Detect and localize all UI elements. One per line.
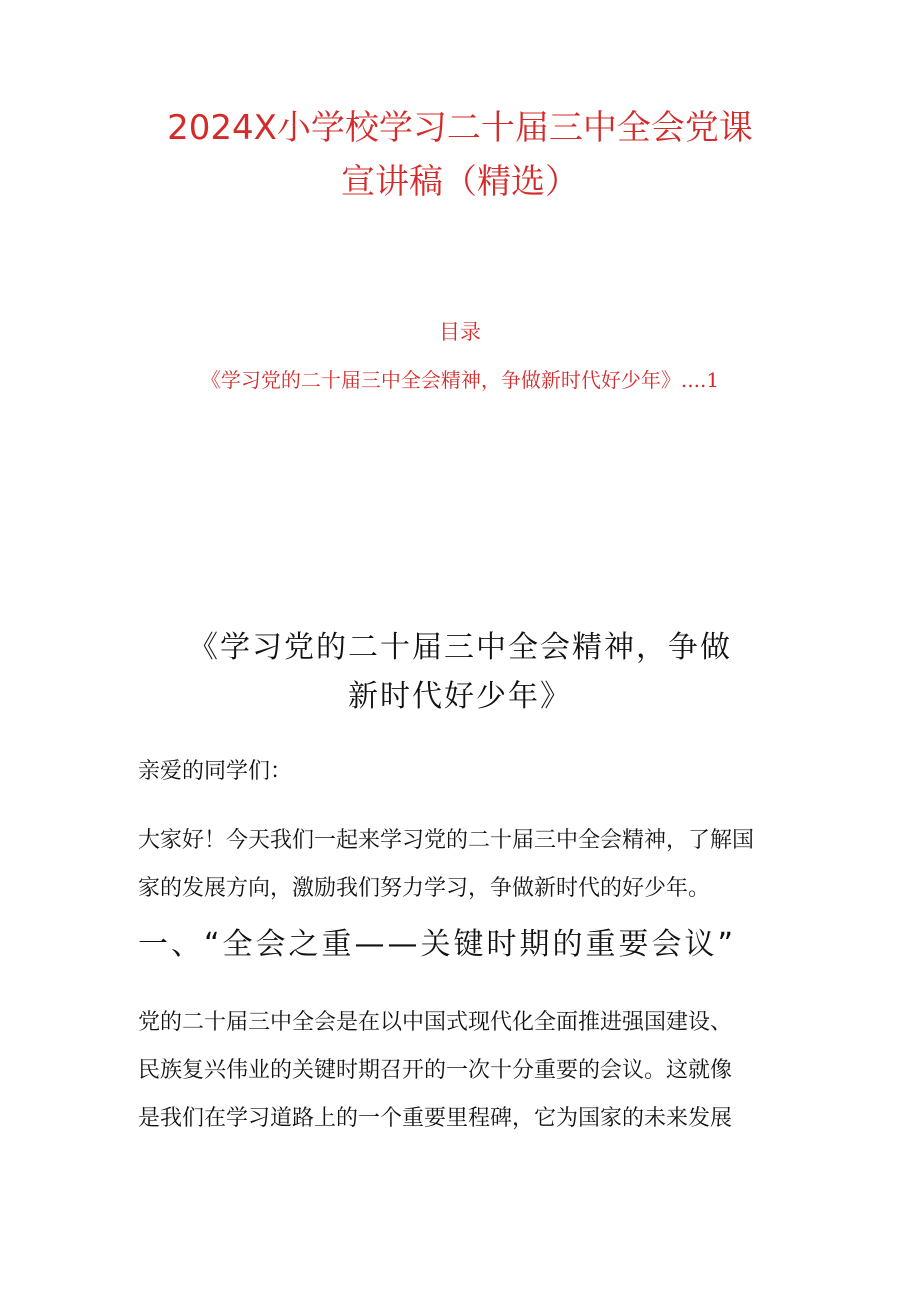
toc-heading: 目录 — [439, 320, 481, 344]
intro-line-2: 家的发展方向，激励我们努力学习，争做新时代的好少年。 — [138, 876, 711, 901]
toc-entry-1[interactable]: 《学习党的二十届三中全会精神，争做新时代好少年》....1 — [200, 368, 720, 392]
body-line-3: 是我们在学习道路上的一个重要里程碑，它为国家的未来发展 — [138, 1106, 733, 1131]
section-title-line-1: 《学习党的二十届三中全会精神，争做 — [188, 630, 732, 665]
intro-line-1: 大家好！今天我们一起来学习党的二十届三中全会精神，了解国 — [138, 828, 755, 853]
document-title-line-1: 2024X小学校学习二十届三中全会党课 — [167, 108, 753, 148]
body-line-1: 党的二十届三中全会是在以中国式现代化全面推进强国建设、 — [138, 1010, 733, 1035]
section-title-line-2: 新时代好少年》 — [348, 679, 572, 714]
body-line-2: 民族复兴伟业的关键时期召开的一次十分重要的会议。这就像 — [138, 1058, 733, 1083]
document-title-line-2: 宣讲稿（精选） — [341, 162, 579, 202]
greeting-text: 亲爱的同学们： — [138, 759, 293, 784]
subheading-1: 一、“全会之重——关键时期的重要会议” — [138, 927, 737, 962]
